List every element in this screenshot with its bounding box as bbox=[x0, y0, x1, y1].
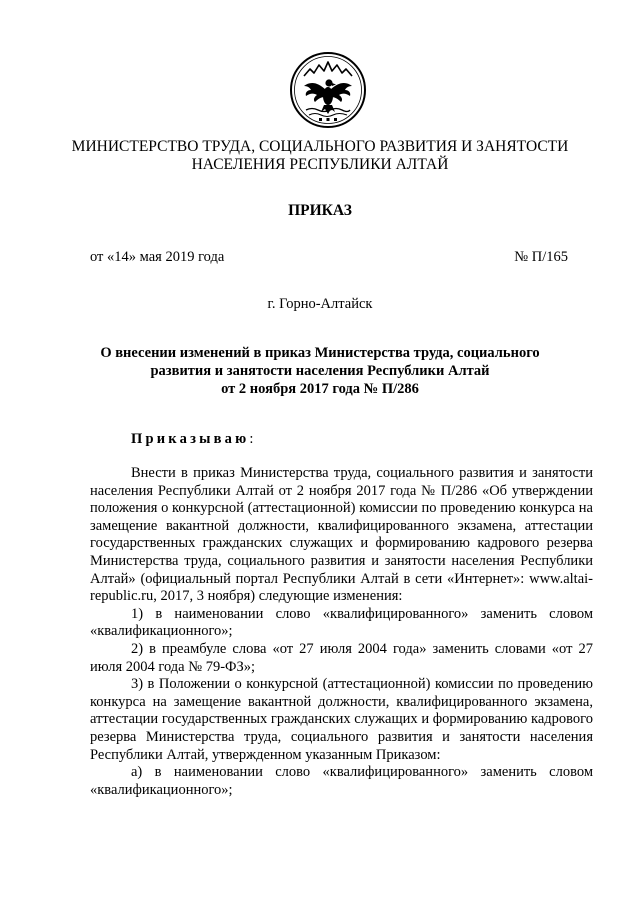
order-heading bbox=[131, 431, 253, 448]
document-number: № П/165 bbox=[514, 249, 568, 265]
ministry-name-line2: НАСЕЛЕНИЯ РЕСПУБЛИКИ АЛТАЙ bbox=[191, 156, 449, 173]
document-subject bbox=[0, 344, 640, 398]
order-word: Приказываю bbox=[131, 431, 250, 447]
body-paragraph-item1: 1) в наименовании слово «квалифицированного» заменить словом «квалификационного»; bbox=[90, 605, 593, 640]
coat-of-arms-altai-icon bbox=[288, 50, 368, 130]
subject-line3: от 2 ноября 2017 года № П/286 bbox=[221, 381, 419, 397]
subject-line1: О внесении изменений в приказ Министерства труда, социального bbox=[100, 345, 540, 361]
body-paragraph-item2: 2) в преамбуле слова «от 27 июля 2004 года» заменить словами «от 27 июля 2004 года № 79-ФЗ»; bbox=[90, 640, 593, 675]
body-paragraph-intro: Внести в приказ Министерства труда, социального развития и занятости населения Республики Алтай от 2 ноября 2017 года № П/286 «Об утверждении положения о конкурсной (аттестационной) комиссии по проведению конкурса на замещение вакантной должности, квалифицированного экзамена, аттестации государственных гражданских служащих и формированию кадрового резерва Министерства труда, социального развития и занятости населения Республики Алтай» (официальный портал Республики Алтай в сети «Интернет»: www.altai-republic.ru, 2017, 3 ноября) следующие изменения: bbox=[90, 465, 593, 605]
document-type: ПРИКАЗ bbox=[288, 202, 352, 219]
body-paragraph-item3a: а) в наименовании слово «квалифицированного» заменить словом «квалификационного»; bbox=[90, 764, 593, 798]
body-paragraph-item3: 3) в Положении о конкурсной (аттестационной) комиссии по проведению конкурса на замещение вакантной должности, квалифицированного экзамена, аттестации государственных гражданских служащих и формированию кадрового резерва Министерства труда, социального развития и занятости населения Республики Алтай, утвержденном указанным Приказом: bbox=[90, 676, 593, 763]
document-date: от «14» мая 2019 года bbox=[90, 249, 225, 265]
order-colon: : bbox=[249, 431, 254, 447]
subject-line2: развития и занятости населения Республики Алтай bbox=[150, 363, 490, 379]
ministry-name-line1: МИНИСТЕРСТВО ТРУДА, СОЦИАЛЬНОГО РАЗВИТИЯ И ЗАНЯТОСТИ bbox=[71, 138, 569, 155]
document-body bbox=[90, 465, 593, 799]
document-city: г. Горно-Алтайск bbox=[267, 296, 373, 312]
ministry-name bbox=[0, 138, 640, 174]
